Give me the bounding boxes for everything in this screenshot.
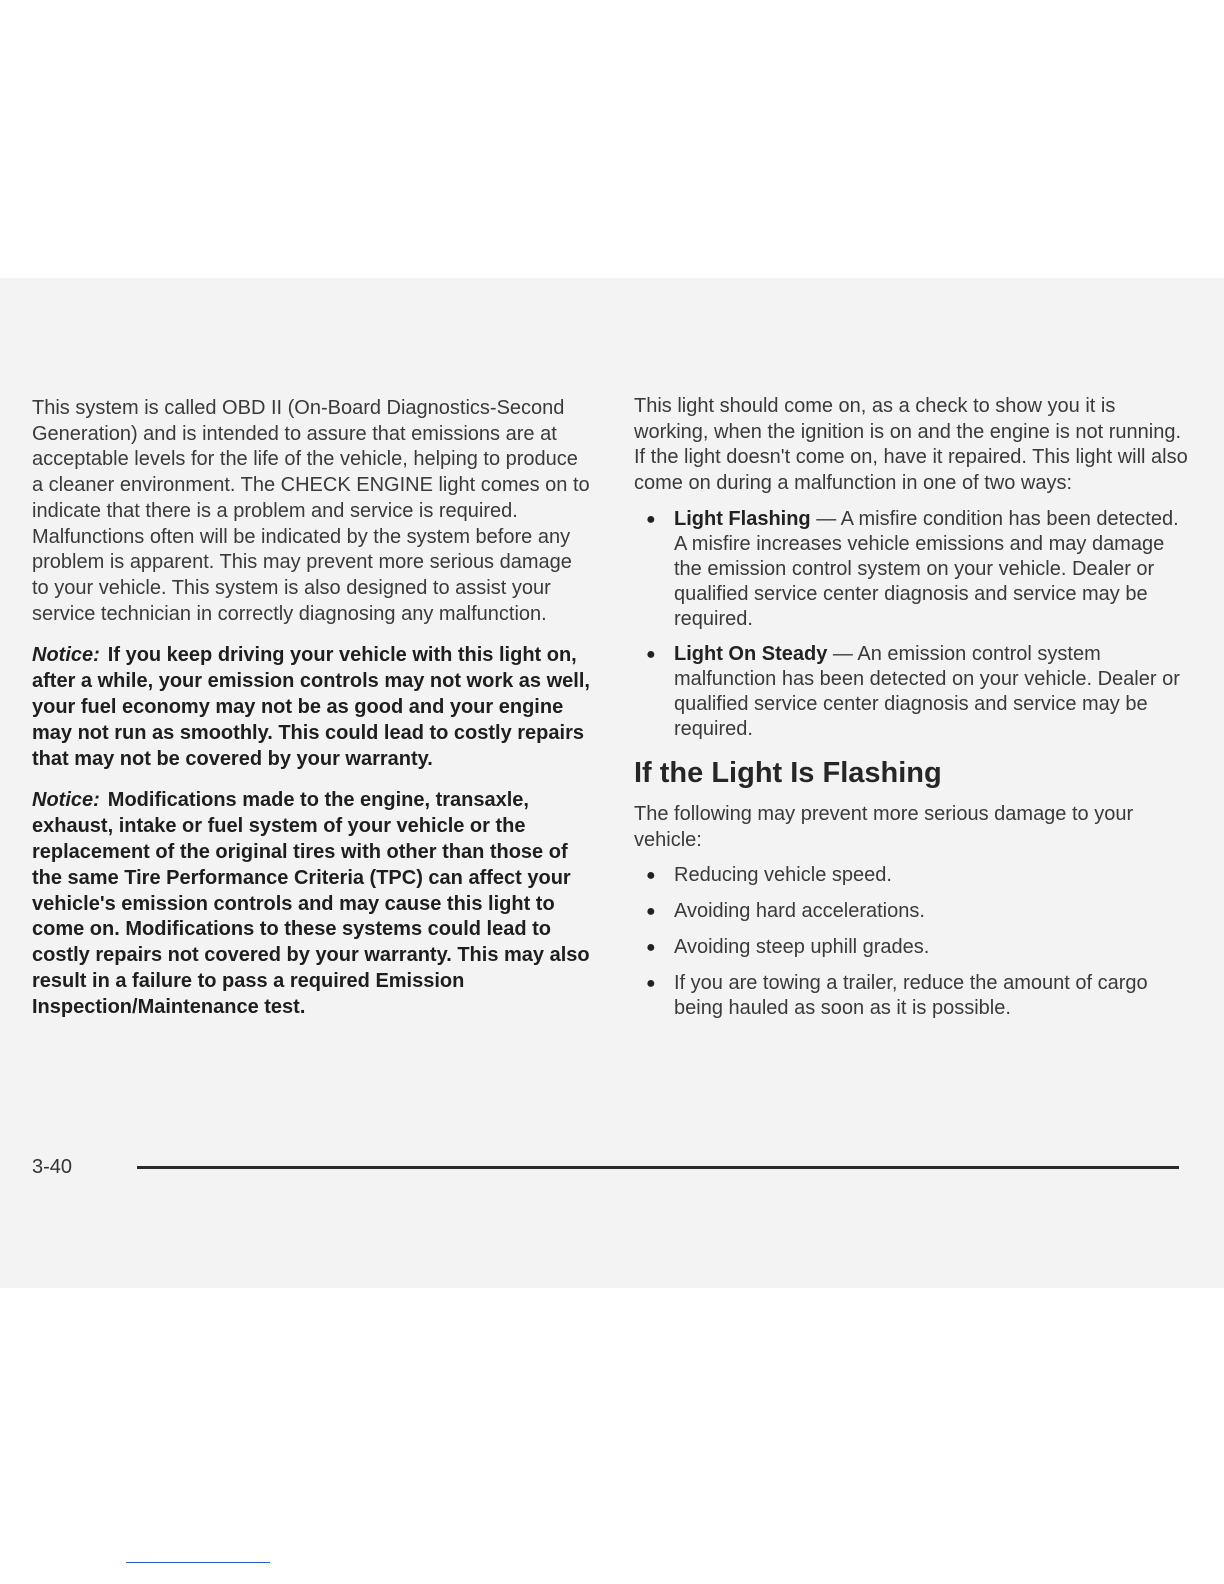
right-column xyxy=(634,394,1189,1032)
bullet-icon: ● xyxy=(646,867,656,885)
page-number: 3-40 xyxy=(32,1156,73,1178)
list-item-text: Reducing vehicle speed. xyxy=(674,864,892,887)
list-item xyxy=(634,971,1189,1021)
notice-label: Notice: xyxy=(32,644,100,667)
list-item-text: — An emission control system malfunction has been detected on your vehicle. Dealer or qualified service center diagnosis and service may be required. xyxy=(674,642,1180,740)
notice-text: Modifications made to the engine, transaxle, exhaust, intake or fuel system of your vehicle or the replacement of the original tires with other than those of the same Tire Performance Criteria (TPC) can affect your vehicle's emission controls and may cause this light to come on. Modifications to these systems could lead to costly repairs not covered by your warranty. This may also result in a failure to pass a required Emission Inspection/Maintenance test. xyxy=(32,789,590,1018)
list-item-term: Light On Steady xyxy=(674,642,828,665)
link-underline xyxy=(126,1562,270,1563)
list-item xyxy=(634,507,1189,632)
list-item xyxy=(634,863,1189,888)
notice-text: If you keep driving your vehicle with this light on, after a while, your emission controls may not work as well, your fuel economy may not be as good and your engine may not run as smoothly. This could lead to costly repairs that may not be covered by your warranty. xyxy=(32,644,590,770)
bullet-icon: ● xyxy=(646,510,656,528)
notice-label: Notice: xyxy=(32,789,100,812)
list-item xyxy=(634,642,1189,742)
bullet-icon: ● xyxy=(646,903,656,921)
section-heading: If the Light Is Flashing xyxy=(634,756,942,789)
list-item xyxy=(634,935,1189,960)
section-intro: The following may prevent more serious damage to your vehicle: xyxy=(634,802,1134,851)
list-item-text: — A misfire condition has been detected. A misfire increases vehicle emissions and may damage the emission control system on your vehicle. Dealer or qualified service center diagnosis and service may be required. xyxy=(674,507,1179,630)
list-item-text: Avoiding steep uphill grades. xyxy=(674,936,930,959)
left-column xyxy=(32,396,592,1020)
malfunction-ways-list xyxy=(634,507,1189,742)
bullet-icon: ● xyxy=(646,939,656,957)
list-item xyxy=(634,899,1189,924)
intro-paragraph: This system is called OBD II (On-Board Diagnostics-Second Generation) and is intended to assure that emissions are at acceptable levels for the life of the vehicle, helping to produce a cleaner environment. The CHECK ENGINE light comes on to indicate that there is a problem and service is required. Malfunctions often will be indicated by the system before any problem is apparent. This may prevent more serious damage to your vehicle. This system is also designed to assist your service technician in correctly diagnosing any malfunction. xyxy=(32,397,590,625)
footer-rule xyxy=(137,1166,1179,1169)
prevention-tips-list xyxy=(634,863,1189,1021)
list-item-term: Light Flashing xyxy=(674,507,811,530)
notice-driving-with-light xyxy=(32,643,592,772)
bullet-icon: ● xyxy=(646,975,656,993)
bullet-icon: ● xyxy=(646,645,656,663)
notice-modifications xyxy=(32,788,592,1020)
list-item-text: Avoiding hard accelerations. xyxy=(674,900,925,923)
list-item-text: If you are towing a trailer, reduce the amount of cargo being hauled as soon as it is possible. xyxy=(674,972,1148,1020)
light-check-paragraph: This light should come on, as a check to show you it is working, when the ignition is on and the engine is not running. If the light doesn't come on, have it repaired. This light will also come on during a malfunction in one of two ways: xyxy=(634,395,1188,495)
